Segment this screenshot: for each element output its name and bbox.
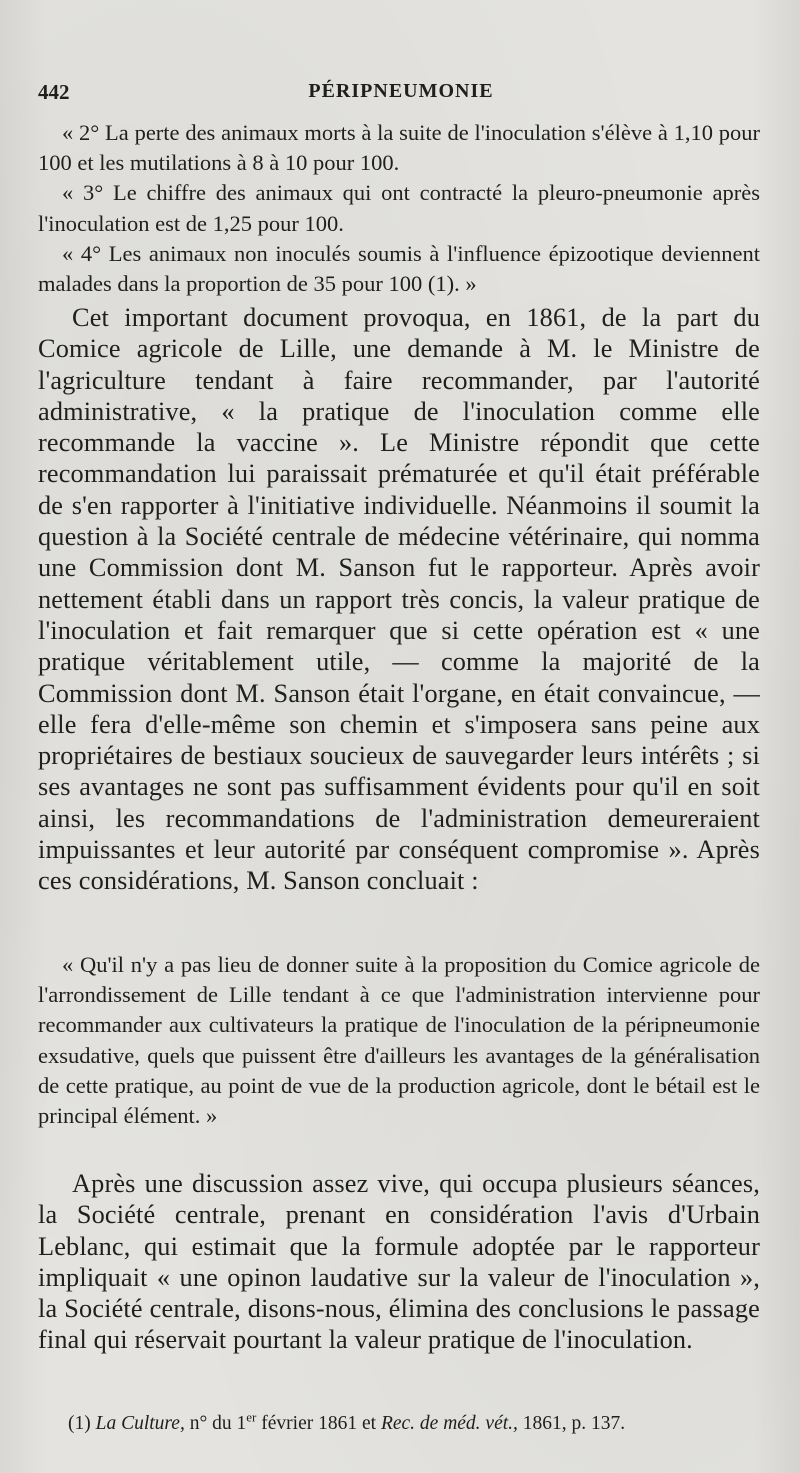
footnote-superscript: er [246,1409,257,1425]
footnote-text: février 1861 et [261,1413,377,1434]
footnote-source: Rec. de méd. vét., [380,1413,518,1434]
body-paragraph-end [38,1168,760,1356]
footnote-text: 1861, p. 137. [522,1413,626,1434]
body-paragraph: Après une discussion assez vive, qui occupa plusieurs séances, la Société centrale, prenant en considération l'avis d'Urbain Leblanc, qui estimait que la formule adoptée par le rapporteur impliquait « une opinon laudative sur la valeur de l'inoculation », la Société centrale, disons-nous, élimina des conclusions le passage final qui réservait pourtant la valeur pratique de l'inoculation. [38,1169,760,1355]
quoted-conclusion [38,950,760,1131]
footnote-source: La Culture, [95,1413,185,1434]
body-paragraph-main [38,302,760,897]
quote-paragraph: « Qu'il n'y a pas lieu de donner suite à la proposition du Comice agricole de l'arrondissement de Lille tendant à ce que l'administration intervienne pour recommander aux cultivateurs la pratique de l'inoculation de la péripneumonie exsudative, quels que puissent être d'ailleurs les avantages de la généralisation de cette pratique, au point de vue de la production agricole, dont le bétail est le principal élément. » [38,952,760,1129]
running-header [38,80,764,108]
quote-paragraph: « 2° La perte des animaux morts à la suite de l'inoculation s'élève à 1,10 pour 100 et les mutilations à 8 à 10 pour 100. [38,120,760,176]
quoted-statistics [38,118,760,299]
footnote-text: n° du 1 [189,1413,247,1434]
page-number: 442 [38,80,70,104]
footnote-marker: (1) [68,1413,91,1434]
footnote [68,1409,780,1436]
running-title: PÉRIPNEUMONIE [308,80,494,102]
quote-paragraph: « 3° Le chiffre des animaux qui ont contracté la pleuro-pneumonie après l'inoculation est de 1,25 pour 100. [38,180,760,236]
body-paragraph: Cet important document provoqua, en 1861, de la part du Comice agricole de Lille, une demande à M. le Ministre de l'agriculture tendant à faire recommander, par l'autorité administrative, « la pratique de l'inoculation comme elle recommande la vaccine ». Le Ministre répondit que cette recommandation lui paraissait prématurée et qu'il était préférable de s'en rapporter à l'initiative individuelle. Néanmoins il soumit la question à la Société centrale de médecine vétérinaire, qui nomma une Commission dont M. Sanson fut le rapporteur. Après avoir nettement établi dans un rapport très concis, la valeur pratique de l'inoculation et fait remarquer que si cette opération est « une pratique véritablement utile, — comme la majorité de la Commission dont M. Sanson était l'organe, en était convaincue, — elle fera d'elle-même son chemin et s'imposera sans peine aux propriétaires de bestiaux soucieux de sauvegarder leurs intérêts ; si ses avantages ne sont pas suffisamment évidents pour qu'il en soit ainsi, les recommandations de l'administration demeureraient impuissantes et leur autorité par conséquent compromise ». Après ces considérations, M. Sanson concluait : [38,303,760,896]
quote-paragraph: « 4° Les animaux non inoculés soumis à l'influence épizootique deviennent malades dans la proportion de 35 pour 100 (1). » [38,240,760,297]
